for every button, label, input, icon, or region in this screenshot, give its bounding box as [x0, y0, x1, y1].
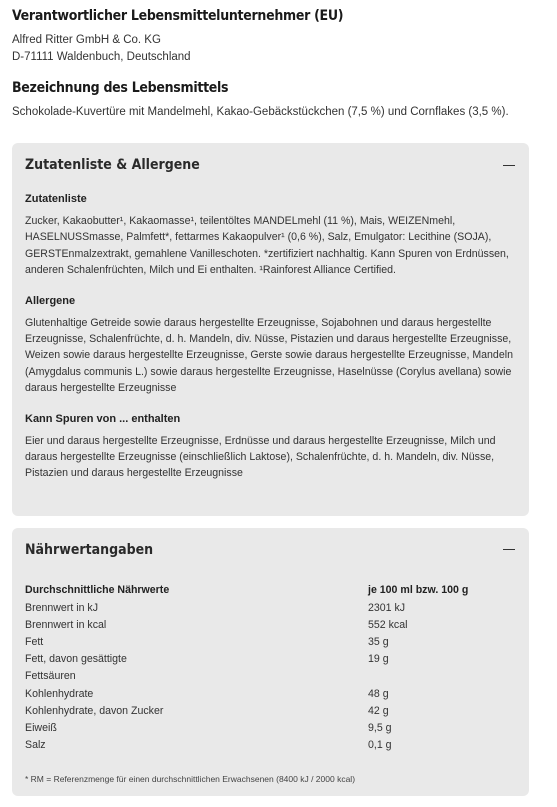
nutrient-value: 35 g: [368, 636, 389, 649]
section-text: [25, 315, 516, 397]
section-text-line: daraus hergestellte Erzeugnisse: [25, 382, 177, 395]
section-text-line: Eier und daraus hergestellte Erzeugnisse, Erdnüsse und daraus hergestellte Erzeugnisse, Milch und: [25, 434, 496, 447]
nutrient-name: Fettsäuren: [25, 670, 76, 683]
section-text-line: Pistazien und daraus hergestellte Erzeugnisse: [25, 467, 243, 480]
nutrient-name: Kohlenhydrate, davon Zucker: [25, 704, 164, 717]
section-text-line: Erzeugnisse, Schalenfrüchte, d. h. Mandeln, div. Nüsse, Pistazien und daraus hergestellte Erzeugnisse,: [25, 333, 512, 346]
nutrition-panel: [12, 528, 529, 796]
section-text: [25, 433, 516, 482]
table-row: [25, 599, 516, 616]
nutrition-table-header: [25, 582, 516, 599]
nutrient-name: Brennwert in kcal: [25, 618, 107, 631]
section-text-line: Zucker, Kakaobutter¹, Kakaomasse¹, teilentöltes MANDELmehl (11 %), Mais, WEIZENmehl,: [25, 215, 456, 227]
nutrition-panel-header[interactable]: [25, 542, 516, 558]
operator-company: Alfred Ritter GmbH & Co. KG: [12, 34, 161, 46]
nutrient-value: 2301 kJ: [368, 601, 406, 614]
table-row: [25, 702, 516, 719]
table-row: [25, 685, 516, 702]
table-row: [25, 737, 516, 754]
section-text-line: Glutenhaltige Getreide sowie daraus hergestellte Erzeugnisse, Sojabohnen und daraus hergestellte: [25, 316, 492, 329]
operator-address: D-71111 Waldenbuch, Deutschland: [12, 51, 191, 63]
table-row: [25, 651, 516, 668]
nutrient-value: [368, 668, 516, 685]
nutrient-value: 0,1 g: [368, 739, 392, 752]
collapse-minus-icon[interactable]: [503, 165, 515, 166]
section-text-line: Weizen sowie daraus hergestellte Erzeugnisse, Gerste sowie daraus hergestellte Erzeugnisse, Mandeln: [25, 349, 513, 362]
table-row: [25, 668, 516, 685]
nutrient-value: 19 g: [368, 653, 389, 666]
nutrition-table: [25, 582, 516, 754]
nutrient-value: 42 g: [368, 704, 389, 717]
section-text-line: daraus hergestellte Erzeugnisse (einschließlich Laktose), Schalenfrüchte, d. h. Mandeln, div. Nüsse,: [25, 451, 495, 464]
section-text-line: HASELNUSSmasse, Palmfett*, fettarmes Kakaopulver¹ (0,6 %), Salz, Emulgator: Lecithine (SOJA),: [25, 231, 492, 244]
ingredients-panel-title: Zutatenliste & Allergene: [25, 157, 200, 173]
table-row: [25, 633, 516, 650]
nutrient-name: Kohlenhydrate: [25, 687, 94, 700]
section-text-line: anderen Schalenfrüchten, Milch und Ei enthalten. ¹Rainforest Alliance Certified.: [25, 264, 396, 277]
table-row: [25, 616, 516, 633]
nutrient-value: 9,5 g: [368, 721, 392, 734]
ingredients-sections: [25, 193, 516, 482]
nutrition-panel-title: Nährwertangaben: [25, 541, 154, 558]
nutrition-header-unit: je 100 ml bzw. 100 g: [368, 584, 469, 597]
section-text-line: GERSTEnmalzextrakt, gemahlene Vanilleschoten. *zertifiziert nachhaltig. Kann Spuren von Erdnüssen,: [25, 247, 509, 260]
nutrient-value: 48 g: [368, 687, 389, 700]
operator-heading: Verantwortlicher Lebensmittelunternehmer (EU): [12, 8, 344, 24]
section-title: Zutatenliste: [25, 193, 87, 205]
nutrient-name: Eiweiß: [25, 721, 57, 734]
collapse-minus-icon[interactable]: [503, 549, 515, 550]
ingredients-panel: [12, 143, 529, 516]
nutrient-value: 552 kcal: [368, 618, 408, 631]
nutrition-footnote: * RM = Referenzmenge für einen durchschnittlichen Erwachsenen (8400 kJ / 2000 kcal): [25, 773, 356, 784]
section-text-line: (Amygdalus communis L.) sowie daraus hergestellte Erzeugnisse, Haselnüsse (Corylus avellana) sowie: [25, 365, 512, 378]
nutrient-name: Brennwert in kJ: [25, 601, 99, 614]
nutrient-name: Fett, davon gesättigte: [25, 653, 127, 666]
section-title: Allergene: [25, 294, 76, 307]
designation-heading: Bezeichnung des Lebensmittels: [12, 80, 229, 96]
nutrient-name: Salz: [25, 739, 46, 752]
nutrition-header-label: Durchschnittliche Nährwerte: [25, 584, 170, 597]
section-title: Kann Spuren von ... enthalten: [25, 412, 181, 425]
section-text: [25, 213, 516, 279]
ingredients-panel-header[interactable]: [25, 157, 516, 173]
table-row: [25, 719, 516, 736]
nutrient-name: Fett: [25, 636, 44, 649]
designation-text: Schokolade-Kuvertüre mit Mandelmehl, Kakao-Gebäckstückchen (7,5 %) und Cornflakes (3,5 %).: [12, 106, 509, 118]
